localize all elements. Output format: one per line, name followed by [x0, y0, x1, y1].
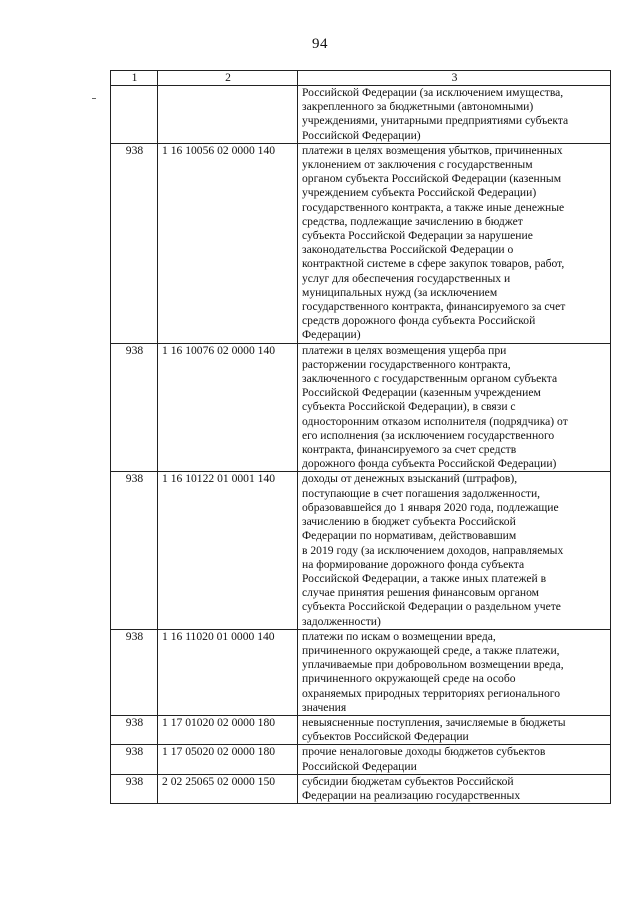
budget-classification-code-cell: 2 02 25065 02 0000 150 [158, 774, 298, 803]
budget-classification-code-cell: 1 17 05020 02 0000 180 [158, 745, 298, 774]
description-line: зачислению в бюджет субъекта Российской [302, 515, 516, 529]
description-line: Российской Федерации (казенным учреждением [302, 386, 541, 400]
description-line: средств дорожного фонда субъекта Российской [302, 314, 536, 328]
table-row [111, 774, 611, 803]
budget-classification-code-cell: 1 16 10076 02 0000 140 [158, 343, 298, 472]
description-line: субъекта Российской Федерации), в связи с [302, 400, 516, 414]
revenue-description-cell [298, 472, 611, 629]
table-row [111, 629, 611, 715]
description-line: учреждениями, унитарными предприятиями субъекта [302, 114, 569, 128]
description-line: Российской Федерации, а также иных платежей в [302, 571, 547, 585]
admin-code-cell: 938 [111, 715, 158, 744]
description-line: контрактной системе в сфере закупок товаров, работ, [302, 257, 565, 271]
description-line: органом субъекта Российской Федерации (казенным [302, 172, 562, 186]
description-line: прочие неналоговые доходы бюджетов субъектов [302, 745, 546, 759]
description-line: Федерации на реализацию государственных [302, 788, 521, 802]
description-line: его исполнения (за исключением государственного [302, 428, 555, 442]
description-line: значения [302, 700, 347, 714]
table-row [111, 86, 611, 144]
description-line: закрепленного за бюджетными (автономными) [302, 100, 534, 114]
description-line: государственного контракта, а также иные денежные [302, 200, 565, 214]
revenue-description-cell [298, 774, 611, 803]
description-line: дорожного фонда субъекта Российской Федерации) [302, 457, 557, 471]
description-line: на формирование дорожного фонда субъекта [302, 557, 525, 571]
description-line: охраняемых природных территориях регионального [302, 686, 561, 700]
description-line: платежи в целях возмещения ущерба при [302, 343, 507, 357]
description-line: односторонним отказом исполнителя (подрядчика) от [302, 414, 568, 428]
description-line: платежи в целях возмещения убытков, причиненных [302, 143, 563, 157]
revenue-description-cell [298, 629, 611, 715]
description-line: субсидии бюджетам субъектов Российской [302, 774, 514, 788]
description-line: причиненного окружающей среде, а также платежи, [302, 643, 560, 657]
header-col-1: 1 [111, 71, 158, 86]
description-line: Российской Федерации) [302, 128, 421, 142]
description-line: уклонением от заключения с государственным [302, 158, 533, 172]
admin-code-cell [111, 86, 158, 144]
table-row [111, 715, 611, 744]
admin-code-cell: 938 [111, 143, 158, 343]
budget-codes-table [110, 70, 611, 804]
page-number: 94 [312, 36, 328, 52]
description-line: муниципальных нужд (за исключением [302, 285, 498, 299]
header-col-2: 2 [158, 71, 298, 86]
admin-code-cell: 938 [111, 472, 158, 629]
budget-classification-code-cell: 1 16 11020 01 0000 140 [158, 629, 298, 715]
budget-classification-code-cell: 1 16 10056 02 0000 140 [158, 143, 298, 343]
description-line: Российской Федерации (за исключением имущества, [302, 86, 564, 99]
description-line: невыясненные поступления, зачисляемые в бюджеты [302, 715, 566, 729]
table-row [111, 143, 611, 343]
description-line: учреждением субъекта Российской Федерации) [302, 186, 537, 200]
description-line: задолженности) [302, 614, 381, 628]
revenue-description-cell [298, 143, 611, 343]
budget-classification-code-cell: 1 17 01020 02 0000 180 [158, 715, 298, 744]
description-line: платежи по искам о возмещении вреда, [302, 629, 496, 643]
description-line: в 2019 году (за исключением доходов, направляемых [302, 543, 564, 557]
description-line: Федерации) [302, 328, 361, 342]
admin-code-cell: 938 [111, 343, 158, 472]
table-body [111, 71, 611, 804]
description-line: доходы от денежных взысканий (штрафов), [302, 472, 518, 486]
description-line: Российской Федерации [302, 759, 417, 773]
description-line: законодательства Российской Федерации о [302, 243, 514, 257]
description-line: средства, подлежащие зачислению в бюджет [302, 214, 523, 228]
description-line: образовавшейся до 1 января 2020 года, подлежащие [302, 500, 559, 514]
description-line: услуг для обеспечения государственных и [302, 271, 511, 285]
margin-mark [92, 98, 96, 99]
description-line: субъекта Российской Федерации за нарушение [302, 229, 533, 243]
revenue-description-cell [298, 745, 611, 774]
description-line: субъекта Российской Федерации о раздельном учете [302, 600, 561, 614]
admin-code-cell: 938 [111, 629, 158, 715]
table-header-row [111, 71, 611, 86]
description-line: причиненного окружающей среде на особо [302, 672, 516, 686]
revenue-description-cell [298, 86, 611, 144]
description-line: государственного контракта, финансируемого за счет [302, 300, 566, 314]
admin-code-cell: 938 [111, 745, 158, 774]
description-line: поступающие в счет погашения задолженности, [302, 486, 541, 500]
revenue-description-cell [298, 343, 611, 472]
description-line: субъектов Российской Федерации [302, 730, 469, 744]
description-line: расторжении государственного контракта, [302, 357, 511, 371]
description-line: контракта, финансируемого за счет средств [302, 443, 517, 457]
header-col-3: 3 [298, 71, 611, 86]
budget-classification-code-cell: 1 16 10122 01 0001 140 [158, 472, 298, 629]
revenue-description-cell [298, 715, 611, 744]
table-row [111, 472, 611, 629]
description-line: Федерации по нормативам, действовавшим [302, 529, 517, 543]
table-row [111, 343, 611, 472]
budget-classification-code-cell [158, 86, 298, 144]
description-line: случае принятия решения финансовым органом [302, 586, 539, 600]
admin-code-cell: 938 [111, 774, 158, 803]
description-line: заключенного с государственным органом субъекта [302, 372, 558, 386]
table-row [111, 745, 611, 774]
description-line: уплачиваемые при добровольном возмещении вреда, [302, 658, 564, 672]
